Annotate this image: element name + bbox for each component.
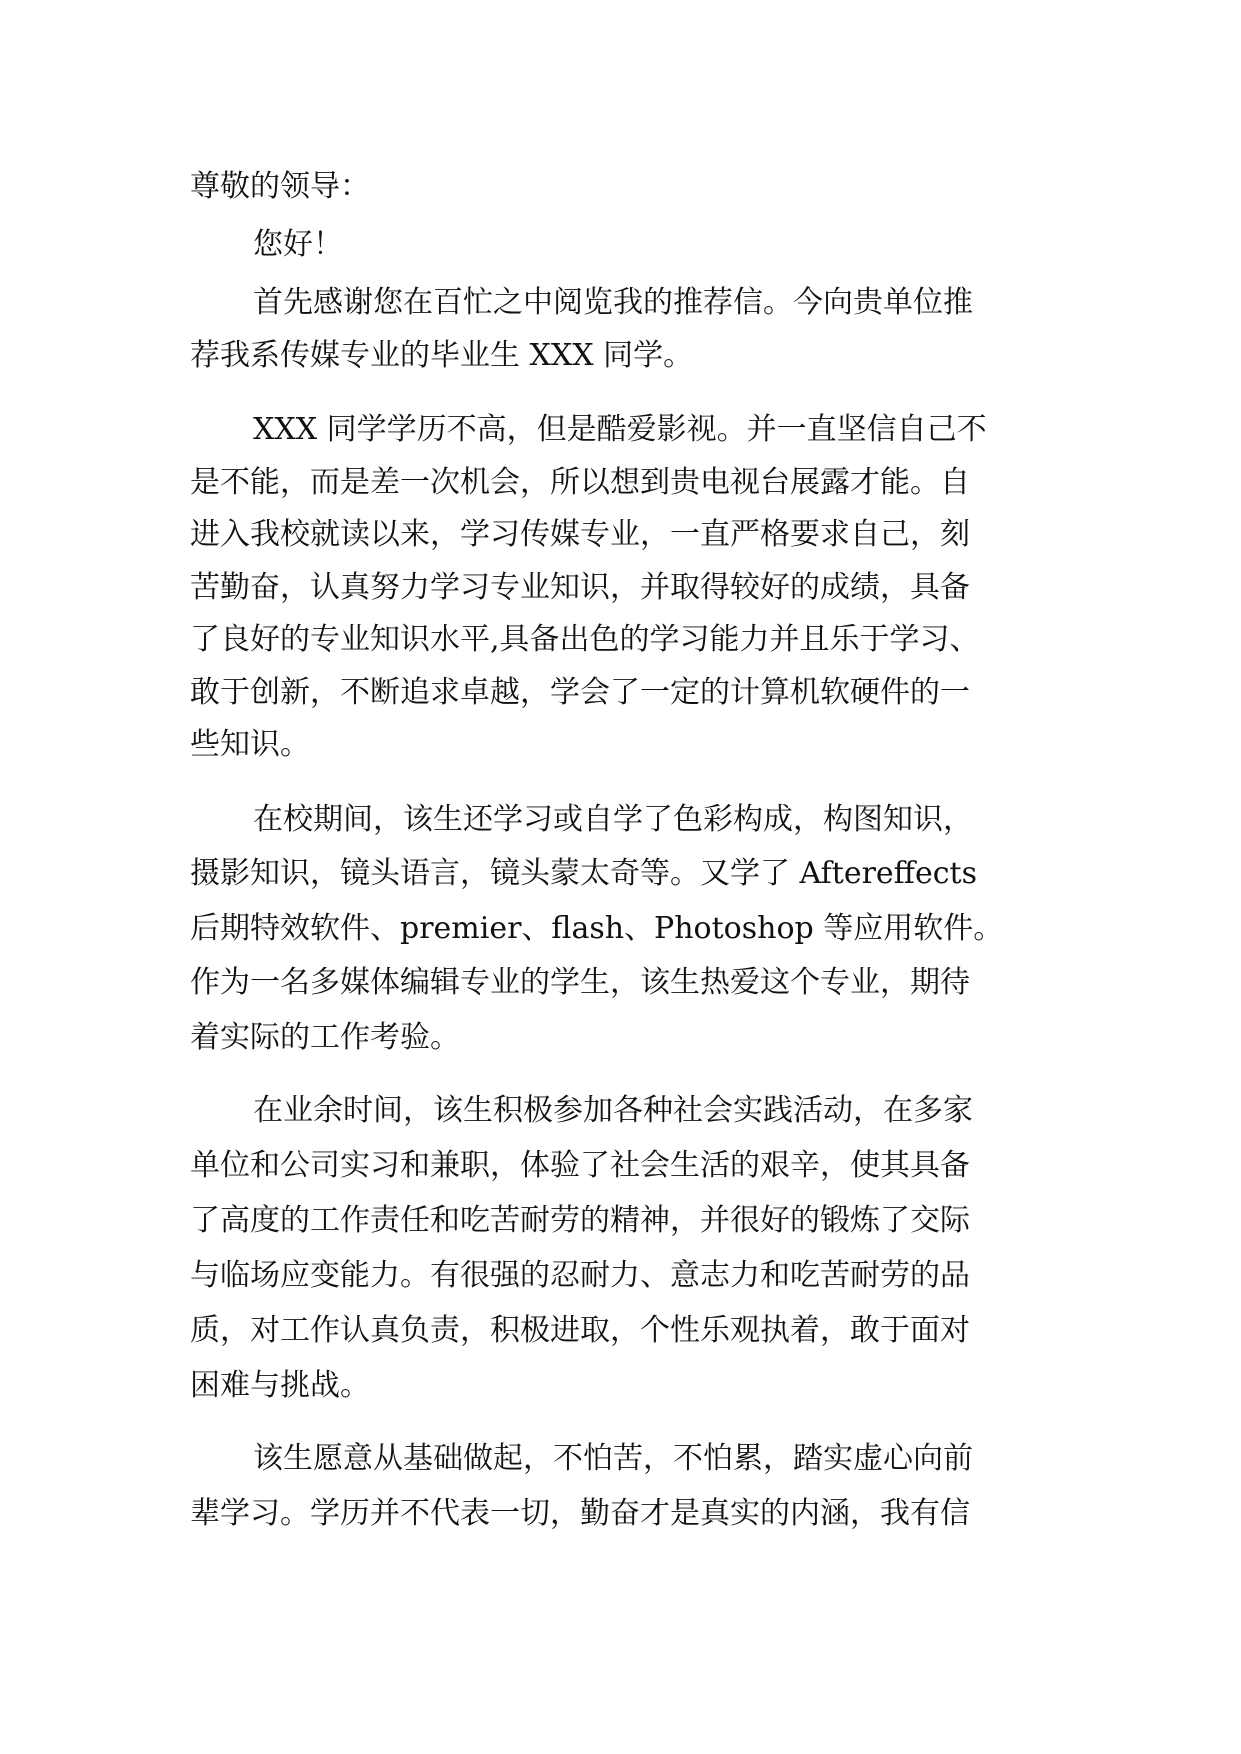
paragraph-line: 摄影知识，镜头语言，镜头蒙太奇等。又学了 Aftereffects: [190, 856, 978, 891]
paragraph-line: 在业余时间，该生积极参加各种社会实践活动，在多家: [253, 1093, 973, 1128]
paragraph-line: 作为一名多媒体编辑专业的学生，该生热爱这个专业，期待: [190, 965, 970, 1000]
paragraph-line: 单位和公司实习和兼职，体验了社会生活的艰辛，使其具备: [190, 1148, 970, 1183]
greeting: 您好！: [253, 227, 343, 262]
paragraph-line: XXX 同学学历不高，但是酷爱影视。并一直坚信自己不: [253, 412, 987, 447]
paragraph-line: 困难与挑战。: [190, 1368, 370, 1403]
paragraph-line: 首先感谢您在百忙之中阅览我的推荐信。今向贵单位推: [253, 285, 973, 320]
paragraph-line: 质，对工作认真负责，积极进取，个性乐观执着，敢于面对: [190, 1313, 970, 1348]
paragraph-line: 是不能，而是差一次机会，所以想到贵电视台展露才能。自: [190, 465, 970, 500]
paragraph-line: 在校期间，该生还学习或自学了色彩构成，构图知识，: [253, 802, 973, 837]
paragraph-line: 了良好的专业知识水平,具备出色的学习能力并且乐于学习、: [190, 622, 980, 657]
paragraph-line: 敢于创新，不断追求卓越，学会了一定的计算机软硬件的一: [190, 675, 970, 710]
paragraph-line: 些知识。: [190, 727, 310, 762]
paragraph-line: 后期特效软件、premier、flash、Photoshop 等应用软件。: [190, 911, 1004, 946]
paragraph-line: 荐我系传媒专业的毕业生 XXX 同学。: [190, 338, 694, 373]
salutation: 尊敬的领导：: [190, 169, 370, 204]
paragraph-line: 辈学习。学历并不代表一切，勤奋才是真实的内涵，我有信: [190, 1496, 970, 1531]
paragraph-line: 该生愿意从基础做起，不怕苦，不怕累，踏实虚心向前: [253, 1441, 973, 1476]
paragraph-line: 与临场应变能力。有很强的忍耐力、意志力和吃苦耐劳的品: [190, 1258, 970, 1293]
paragraph-line: 了高度的工作责任和吃苦耐劳的精神，并很好的锻炼了交际: [190, 1203, 970, 1238]
paragraph-line: 进入我校就读以来，学习传媒专业，一直严格要求自己，刻: [190, 517, 970, 552]
paragraph-line: 苦勤奋，认真努力学习专业知识，并取得较好的成绩，具备: [190, 570, 970, 605]
paragraph-line: 着实际的工作考验。: [190, 1020, 460, 1055]
